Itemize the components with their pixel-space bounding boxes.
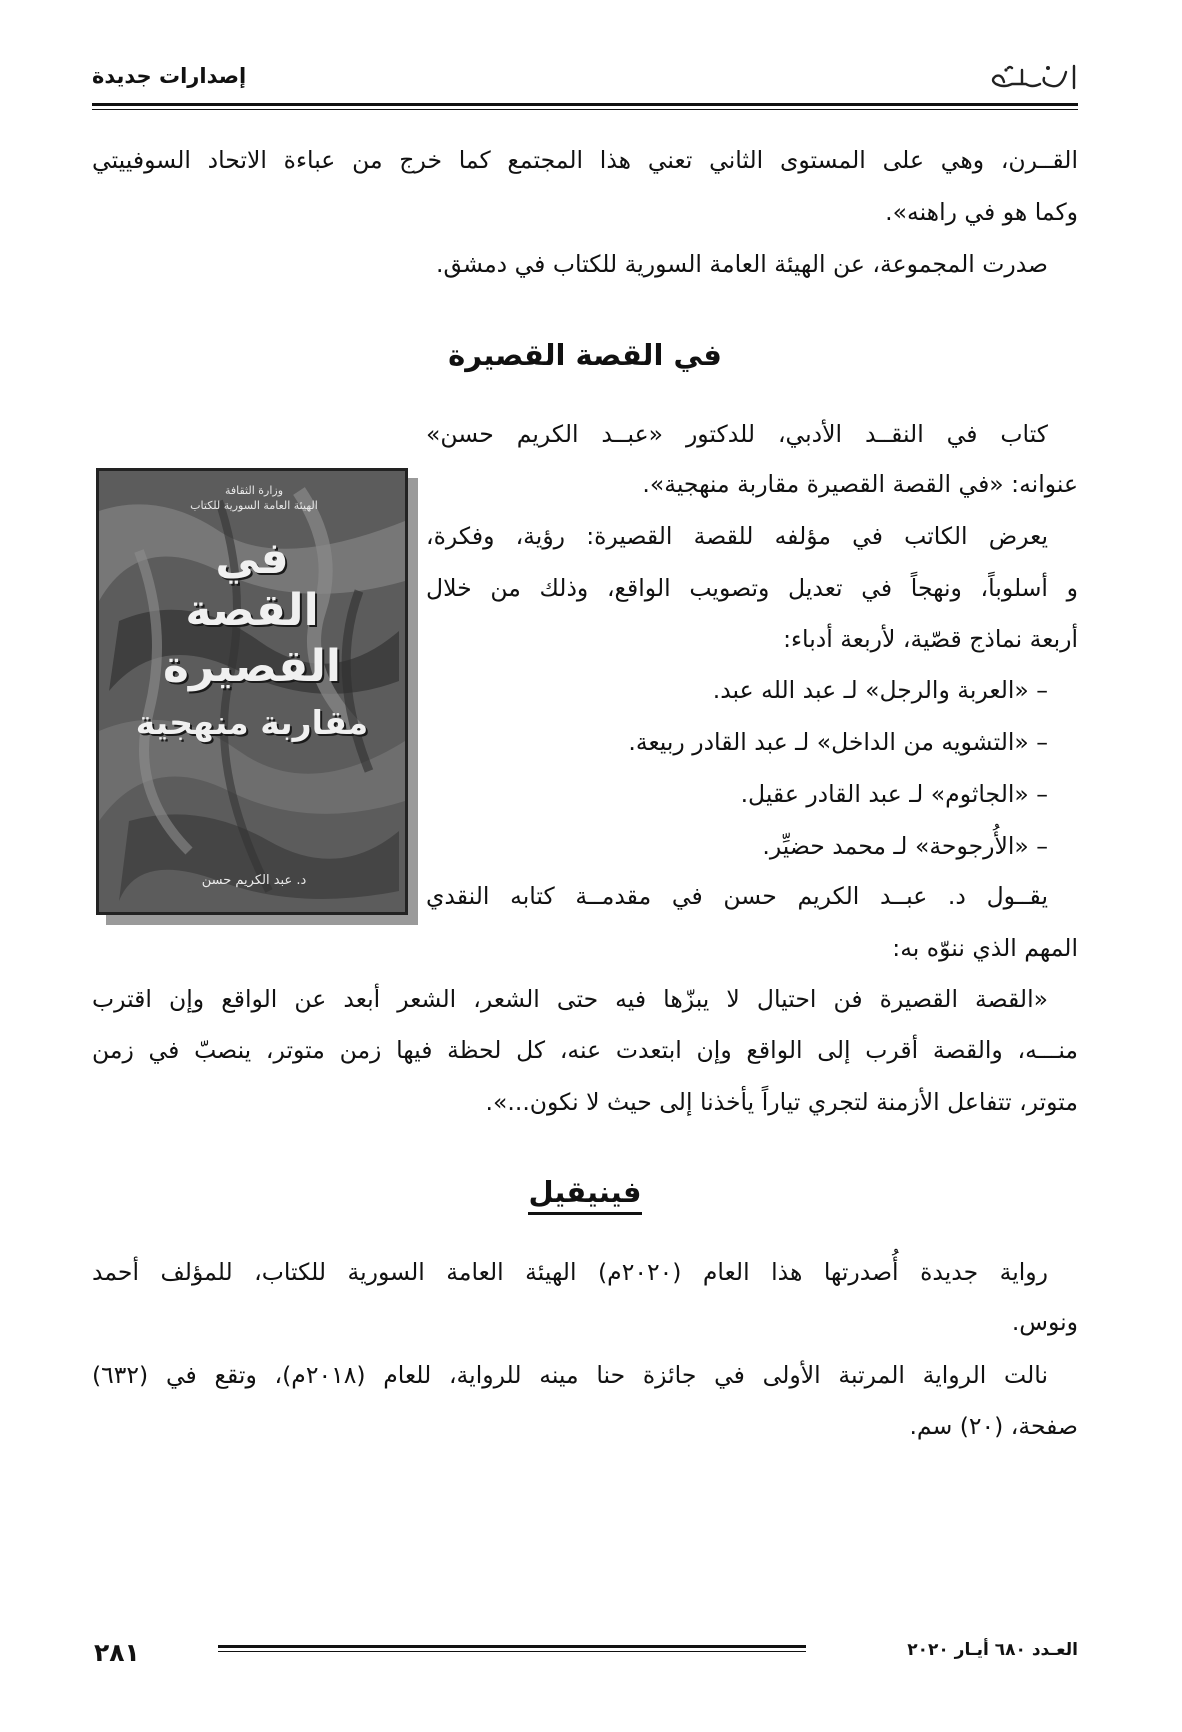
intro-line: القــرن، وهي على المستوى الثاني تعني هذا المجتمع كما خرج من عباءة الاتحاد السوفييتي — [92, 146, 1078, 174]
cover-title-line: القصة — [185, 585, 319, 636]
list-item: – «الأُرجوحة» لـ محمد حضيِّر. — [762, 832, 1048, 860]
article-line: صفحة، (٢٠) سم. — [909, 1412, 1078, 1440]
article-line: يقــول د. عبــد الكريم حسن في مقدمــة كتابه النقدي — [426, 882, 1048, 910]
cover-subtitle: مقاربة منهجية — [135, 703, 369, 742]
article-line: عنوانه: «في القصة القصيرة مقاربة منهجية». — [642, 470, 1078, 498]
article-line: كتاب في النقــد الأدبي، للدكتور «عبــد الكريم حسن» — [426, 420, 1048, 448]
article-title: في القصة القصيرة — [448, 338, 722, 372]
article-title-text: فينيقيل — [528, 1175, 641, 1215]
section-title: إصدارات جديدة — [92, 64, 247, 88]
list-item: – «العربة والرجل» لـ عبد الله عبد. — [712, 676, 1048, 704]
quote-line: «القصة القصيرة فن احتيال لا يبزّها فيه حتى الشعر، الشعر أبعد عن الواقع وإن اقترب — [92, 985, 1048, 1013]
header-rule-thin — [92, 109, 1078, 110]
header-rule-thick — [92, 103, 1078, 106]
issue-info: العـدد ٦٨٠ أيـار ٢٠٢٠ — [907, 1640, 1078, 1660]
magazine-logo-calligraphy — [982, 58, 1078, 98]
quote-line: منـــه، والقصة أقرب إلى الواقع وإن ابتعدت عنه، كل لحظة فيها زمن متوتر، ينصبّ في زمن — [92, 1036, 1078, 1064]
cover-publisher-text: وزارة الثقافة الهيئة العامة السورية للكتاب — [190, 484, 318, 512]
magazine-logo — [982, 58, 1078, 98]
article-line: المهم الذي ننوّه به: — [892, 934, 1078, 962]
intro-line: وكما هو في راهنه». — [885, 198, 1078, 226]
cover-title-line: في — [215, 533, 289, 584]
cover-title-line: القصيرة — [163, 641, 341, 692]
footer-rule-thick — [218, 1645, 806, 1648]
book-cover — [96, 468, 408, 915]
page-number: ٢٨١ — [94, 1638, 140, 1667]
article-line: و أسلوباً، ونهجاً في تعديل وتصويب الواقع، وذلك من خلال — [426, 574, 1078, 602]
quote-line: متوتر، تتفاعل الأزمنة لتجري تياراً يأخذنا إلى حيث لا نكون...». — [485, 1088, 1078, 1116]
article-line: أربعة نماذج قصّية، لأربعة أدباء: — [783, 625, 1078, 653]
article-line: ونوس. — [1011, 1308, 1078, 1336]
article-line: يعرض الكاتب في مؤلفه للقصة القصيرة: رؤية، وفكرة، — [426, 522, 1048, 550]
article-title — [92, 1175, 1078, 1209]
list-item: – «التشويه من الداخل» لـ عبد القادر ربيعة. — [628, 728, 1048, 756]
article-line: رواية جديدة أُصدرتها هذا العام (٢٠٢٠م) الهيئة العامة السورية للكتاب، للمؤلف أحمد — [92, 1258, 1048, 1286]
footer-rule-thin — [218, 1651, 806, 1652]
book-cover-image — [96, 468, 408, 915]
intro-line: صدرت المجموعة، عن الهيئة العامة السورية للكتاب في دمشق. — [436, 250, 1048, 278]
cover-author: د. عبد الكريم حسن — [201, 873, 307, 888]
list-item: – «الجاثوم» لـ عبد القادر عقيل. — [740, 780, 1048, 808]
article-line: نالت الرواية المرتبة الأولى في جائزة حنا مينه للرواية، للعام (٢٠١٨م)، وتقع في (٦٣٢) — [92, 1361, 1048, 1389]
